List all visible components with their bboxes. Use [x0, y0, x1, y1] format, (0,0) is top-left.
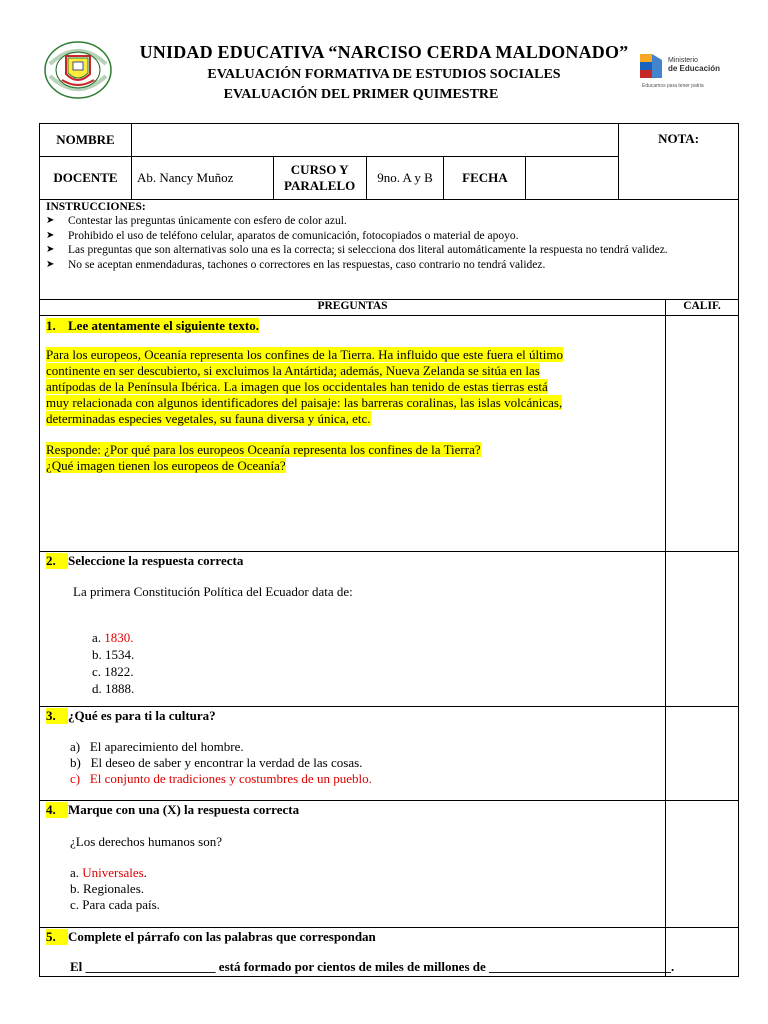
ministry-logo-tagline: Educamos para tener patria: [642, 83, 704, 89]
q1-prompt-line: ¿Qué imagen tienen los europeos de Oceanía?: [46, 458, 286, 473]
q4-calif-cell[interactable]: [665, 800, 739, 928]
curso-value: 9no. A y B: [366, 157, 444, 200]
q5-calif-cell[interactable]: [665, 927, 739, 977]
q5-blank-1[interactable]: ____________________: [85, 959, 216, 974]
q3-option-a[interactable]: a) El aparecimiento del hombre.: [70, 739, 244, 754]
q4-option-a[interactable]: a. Universales.: [70, 865, 147, 880]
q1-text-line: Para los europeos, Oceanía representa los confines de la Tierra. Ha influido que este fuera el último: [46, 347, 563, 362]
question-3: [39, 706, 666, 801]
instructions-box: [39, 199, 739, 300]
docente-label: DOCENTE: [40, 157, 132, 200]
q2-option-b[interactable]: b. 1534.: [92, 647, 135, 662]
question-5: [39, 927, 675, 977]
curso-label: [273, 157, 366, 200]
q2-option-c[interactable]: c. 1822.: [92, 664, 134, 679]
ministry-logo-line1: Ministerio: [668, 57, 698, 64]
q5-number-title: 5. Complete el párrafo con las palabras que correspondan: [46, 929, 376, 944]
q1-text-line: antípodas de la Península Ibérica. La imagen que los occidentales han tenido de estas tierras está: [46, 379, 548, 394]
preguntas-header: PREGUNTAS: [39, 299, 666, 316]
nombre-field[interactable]: [131, 124, 618, 157]
student-info-table: [39, 123, 739, 200]
q2-option-d[interactable]: d. 1888.: [92, 681, 135, 696]
instruction-item: ➤ Prohibido el uso de teléfono celular, aparatos de comunicación, fotocopiados o material de apoyo.: [46, 229, 519, 242]
instruction-item: ➤ Las preguntas que son alternativas solo una es la correcta; si selecciona dos literal automáticamente la respuesta no tendrá validez.: [46, 244, 668, 256]
nombre-label: NOMBRE: [40, 124, 132, 157]
q3-option-c[interactable]: c) El conjunto de tradiciones y costumbres de un pueblo.: [70, 771, 372, 786]
question-2: [39, 551, 666, 707]
q1-number-title: 1. Lee atentamente el siguiente texto.: [46, 318, 259, 333]
q4-number-title: 4. Marque con una (X) la respuesta correcta: [46, 802, 300, 817]
instruction-item: ➤ No se aceptan enmendaduras, tachones o correctores en las respuestas, caso contrario no tendrá validez.: [46, 258, 546, 271]
q4-option-c[interactable]: c. Para cada país.: [70, 897, 160, 912]
arrow-bullet-icon: ➤: [46, 244, 55, 255]
q1-text-line: muy relacionada con algunos identificadores del paisaje: las barreras coralinas, las islas volcánicas,: [46, 395, 563, 410]
exam-period: EVALUACIÓN DEL PRIMER QUIMESTRE: [223, 87, 499, 102]
q5-sentence: El ____________________ está formado por cientos de miles de millones de ____________________________.: [70, 959, 675, 974]
question-4: [39, 800, 666, 928]
q3-number-title: 3. ¿Qué es para ti la cultura?: [46, 708, 216, 723]
q2-statement: La primera Constitución Política del Ecuador data de:: [73, 584, 353, 599]
q4-statement: ¿Los derechos humanos son?: [70, 834, 222, 849]
arrow-bullet-icon: ➤: [46, 215, 55, 226]
q1-prompt-line: Responde: ¿Por qué para los europeos Oceanía representa los confines de la Tierra?: [46, 442, 481, 457]
q3-option-b[interactable]: b) El deseo de saber y encontrar la verdad de las cosas.: [70, 755, 363, 770]
q1-text-line: continente en ser descubierto, si excluimos la Antártida; además, Nueva Zelanda se sitúa en las: [46, 363, 540, 378]
q2-calif-cell[interactable]: [665, 551, 739, 707]
q1-calif-cell[interactable]: [665, 315, 739, 552]
q2-option-a[interactable]: a. 1830.: [92, 630, 134, 645]
q3-calif-cell[interactable]: [665, 706, 739, 801]
fecha-label: FECHA: [444, 157, 526, 200]
exam-subtitle: EVALUACIÓN FORMATIVA DE ESTUDIOS SOCIALES: [207, 67, 561, 82]
curso-label-line1: CURSO Y: [290, 162, 349, 177]
q5-blank-2[interactable]: ____________________________: [489, 959, 672, 974]
curso-label-line2: PARALELO: [284, 178, 356, 193]
q2-number-title: 2. Seleccione la respuesta correcta: [46, 553, 244, 568]
fecha-field[interactable]: [526, 157, 619, 200]
q1-text-line: determinadas especies vegetales, su fauna diversa y única, etc.: [46, 411, 371, 426]
ministry-logo-line2: de Educación: [668, 64, 721, 73]
instruction-item: ➤ Contestar las preguntas únicamente con esfero de color azul.: [46, 215, 347, 227]
q4-option-b[interactable]: b. Regionales.: [70, 881, 145, 896]
school-name: UNIDAD EDUCATIVA “NARCISO CERDA MALDONADO”: [139, 42, 629, 62]
arrow-bullet-icon: ➤: [46, 229, 55, 241]
nota-cell[interactable]: [619, 124, 739, 200]
arrow-bullet-icon: ➤: [46, 258, 55, 270]
docente-value: Ab. Nancy Muñoz: [131, 157, 273, 200]
instructions-title: INSTRUCCIONES:: [46, 201, 146, 213]
nota-label: NOTA:: [658, 131, 700, 146]
question-1: [39, 315, 666, 552]
calif-header: CALIF.: [665, 299, 739, 316]
